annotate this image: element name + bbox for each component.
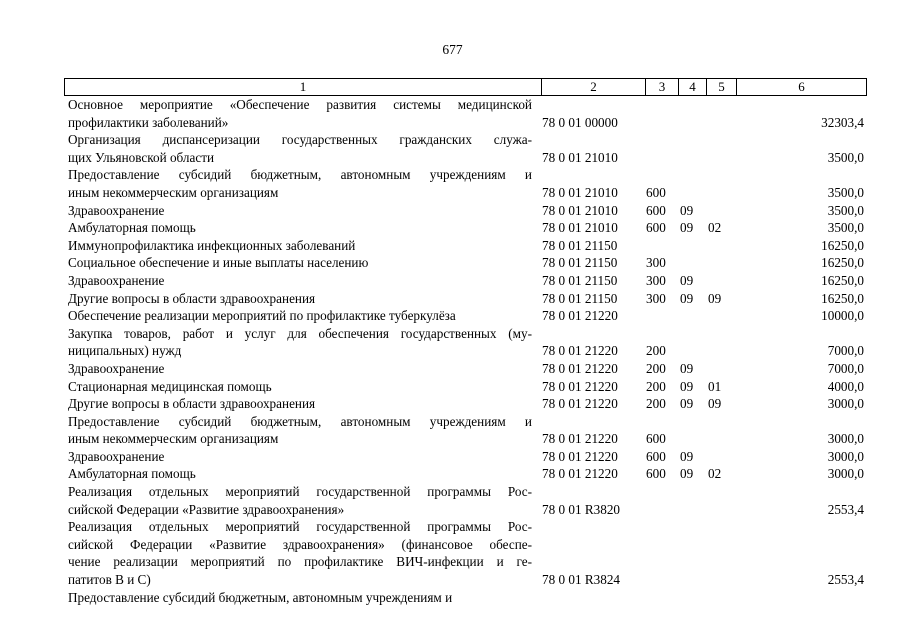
- table-row: [0, 219, 905, 237]
- row-expense-type: 600: [646, 448, 666, 464]
- row-amount: 3000,0: [827, 396, 864, 412]
- row-description: [68, 325, 532, 360]
- row-section: 09: [680, 448, 694, 464]
- row-description: [68, 96, 532, 131]
- description-line: Закупка товаров, работ и услуг для обеспечения государственных (му-: [68, 325, 532, 341]
- column-header-6: 6: [737, 79, 867, 96]
- row-code: 78 0 01 21010: [542, 149, 618, 165]
- row-section: 09: [680, 220, 694, 236]
- row-description: [68, 518, 532, 588]
- table-row: [0, 307, 905, 325]
- table-row: [0, 202, 905, 220]
- row-expense-type: 200: [646, 360, 666, 376]
- row-code: 78 0 01 00000: [542, 114, 618, 130]
- description-line: Предоставление субсидий бюджетным, автономным учреждениям и: [68, 589, 453, 605]
- row-code: 78 0 01 R3820: [542, 501, 621, 517]
- row-section: 09: [680, 202, 694, 218]
- description-line: Основное мероприятие «Обеспечение развития системы медицинской: [68, 97, 532, 112]
- description-line: ниципальных) нужд: [68, 343, 182, 359]
- row-code: 78 0 01 21010: [542, 220, 618, 236]
- row-amount: 16250,0: [821, 237, 864, 253]
- row-subsection: 09: [708, 290, 722, 306]
- row-code: 78 0 01 21150: [542, 290, 618, 306]
- row-description: [68, 378, 532, 396]
- column-header-row: [65, 79, 867, 96]
- row-code: 78 0 01 21220: [542, 308, 618, 324]
- description-line: Здравоохранение: [68, 448, 165, 464]
- description-line: Здравоохранение: [68, 272, 165, 288]
- row-description: [68, 237, 532, 255]
- description-line: Амбулаторная помощь: [68, 220, 196, 236]
- row-code: 78 0 01 21220: [542, 431, 618, 447]
- table-row: [0, 254, 905, 272]
- row-expense-type: 200: [646, 378, 666, 394]
- row-description: [68, 202, 532, 220]
- row-description: [68, 131, 532, 166]
- row-expense-type: 300: [646, 255, 666, 271]
- table-row: [0, 237, 905, 255]
- row-amount: 3000,0: [827, 448, 864, 464]
- row-subsection: 02: [708, 220, 722, 236]
- row-expense-type: 600: [646, 431, 666, 447]
- row-expense-type: 600: [646, 184, 666, 200]
- page-number: 677: [442, 42, 463, 57]
- row-amount: 3500,0: [827, 149, 864, 165]
- table-row: [0, 448, 905, 466]
- row-section: 09: [680, 378, 694, 394]
- table-row: [0, 96, 905, 131]
- table-row: [0, 290, 905, 308]
- description-line: Другие вопросы в области здравоохранения: [68, 290, 316, 306]
- row-amount: 2553,4: [827, 572, 864, 588]
- description-line: Стационарная медицинская помощь: [68, 378, 272, 394]
- description-line: Другие вопросы в области здравоохранения: [68, 396, 316, 412]
- table-row: [0, 378, 905, 396]
- description-line: иным некоммерческим организациям: [68, 431, 279, 447]
- row-amount: 16250,0: [821, 255, 864, 271]
- description-line: Иммунопрофилактика инфекционных заболеваний: [68, 237, 356, 253]
- description-line: Социальное обеспечение и иные выплаты населению: [68, 255, 369, 271]
- row-subsection: 09: [708, 396, 722, 412]
- description-line: Предоставление субсидий бюджетным, автономным учреждениям и: [68, 167, 532, 183]
- column-header-2: 2: [542, 79, 646, 96]
- table-row: [0, 395, 905, 413]
- table-row: [0, 272, 905, 290]
- table-row: [0, 360, 905, 378]
- row-description: [68, 272, 532, 290]
- table-row: [0, 325, 905, 360]
- table-row: [0, 589, 905, 607]
- row-code: 78 0 01 21220: [542, 343, 618, 359]
- row-amount: 7000,0: [827, 360, 864, 376]
- row-expense-type: 300: [646, 290, 666, 306]
- row-section: 09: [680, 290, 694, 306]
- column-header-1: 1: [65, 79, 542, 96]
- description-line: патитов В и С): [68, 572, 151, 588]
- description-line: Предоставление субсидий бюджетным, автономным учреждениям и: [68, 413, 532, 429]
- description-line: Обеспечение реализации мероприятий по профилактике туберкулёза: [68, 308, 456, 324]
- row-code: 78 0 01 21220: [542, 378, 618, 394]
- row-code: 78 0 01 21010: [542, 202, 618, 218]
- row-amount: 3000,0: [827, 466, 864, 482]
- row-amount: 32303,4: [821, 114, 864, 130]
- row-code: 78 0 01 R3824: [542, 572, 621, 588]
- row-expense-type: 300: [646, 272, 666, 288]
- description-line: сийской Федерации «Развитие здравоохранения»: [68, 501, 345, 517]
- row-amount: 16250,0: [821, 290, 864, 306]
- row-amount: 3500,0: [827, 184, 864, 200]
- row-expense-type: 600: [646, 466, 666, 482]
- row-code: 78 0 01 21150: [542, 272, 618, 288]
- table-row: [0, 413, 905, 448]
- row-expense-type: 200: [646, 343, 666, 359]
- row-code: 78 0 01 21150: [542, 237, 618, 253]
- row-description: [68, 290, 532, 308]
- description-line: Здравоохранение: [68, 202, 165, 218]
- row-description: [68, 254, 532, 272]
- description-line: щих Ульяновской области: [68, 149, 215, 165]
- description-line: Реализация отдельных мероприятий государственной программы Рос-: [68, 484, 532, 500]
- row-amount: 16250,0: [821, 272, 864, 288]
- row-amount: 3000,0: [827, 431, 864, 447]
- column-header-4: 4: [679, 79, 707, 96]
- row-amount: 2553,4: [827, 501, 864, 517]
- column-header-table: [64, 78, 867, 96]
- row-amount: 3500,0: [827, 220, 864, 236]
- row-code: 78 0 01 21150: [542, 255, 618, 271]
- row-code: 78 0 01 21220: [542, 396, 618, 412]
- description-line: Здравоохранение: [68, 360, 165, 376]
- row-description: [68, 166, 532, 201]
- row-section: 09: [680, 360, 694, 376]
- row-section: 09: [680, 396, 694, 412]
- row-subsection: 01: [708, 378, 722, 394]
- row-amount: 10000,0: [821, 308, 864, 324]
- table-row: [0, 131, 905, 166]
- row-description: [68, 465, 532, 483]
- row-amount: 7000,0: [827, 343, 864, 359]
- description-line: профилактики заболеваний»: [68, 114, 229, 130]
- row-description: [68, 413, 532, 448]
- row-amount: 3500,0: [827, 202, 864, 218]
- row-description: [68, 219, 532, 237]
- row-expense-type: 600: [646, 202, 666, 218]
- table-row: [0, 518, 905, 588]
- description-line: чение реализации мероприятий по профилактике ВИЧ-инфекции и ге-: [68, 554, 532, 570]
- column-header-5: 5: [707, 79, 737, 96]
- row-subsection: 02: [708, 466, 722, 482]
- row-description: [68, 307, 532, 325]
- column-header-3: 3: [646, 79, 679, 96]
- row-code: 78 0 01 21010: [542, 184, 618, 200]
- description-line: Реализация отдельных мероприятий государственной программы Рос-: [68, 519, 532, 535]
- row-expense-type: 200: [646, 396, 666, 412]
- table-row: [0, 483, 905, 518]
- budget-rows: [0, 96, 905, 606]
- row-code: 78 0 01 21220: [542, 448, 618, 464]
- table-row: [0, 166, 905, 201]
- row-amount: 4000,0: [827, 378, 864, 394]
- row-code: 78 0 01 21220: [542, 466, 618, 482]
- row-description: [68, 589, 532, 607]
- row-description: [68, 483, 532, 518]
- description-line: Амбулаторная помощь: [68, 466, 196, 482]
- row-description: [68, 448, 532, 466]
- row-expense-type: 600: [646, 220, 666, 236]
- row-code: 78 0 01 21220: [542, 360, 618, 376]
- row-section: 09: [680, 272, 694, 288]
- description-line: Организация диспансеризации государственных гражданских служа-: [68, 132, 532, 148]
- row-description: [68, 395, 532, 413]
- row-description: [68, 360, 532, 378]
- table-row: [0, 465, 905, 483]
- description-line: сийской Федерации «Развитие здравоохранения» (финансовое обеспе-: [68, 536, 532, 552]
- row-section: 09: [680, 466, 694, 482]
- description-line: иным некоммерческим организациям: [68, 184, 279, 200]
